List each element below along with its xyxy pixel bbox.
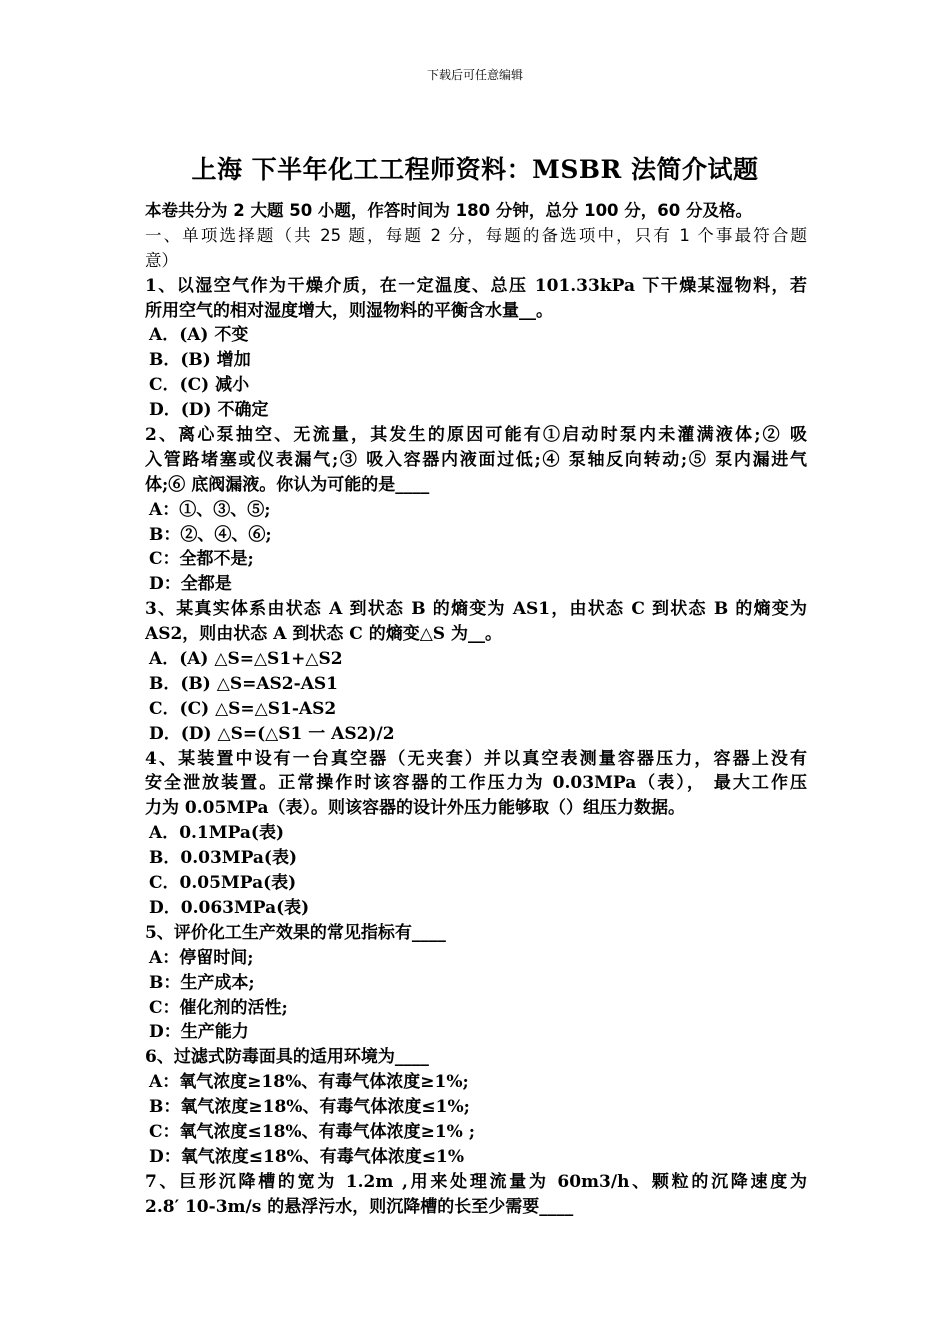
question-line: 1、以湿空气作为干燥介质，在一定温度、总压 101.33kPa 下干燥某湿物料，若 (145, 275, 807, 296)
answer-option: C：全都不是; (149, 549, 254, 570)
question-line: AS2，则由状态 A 到状态 C 的熵变△S 为__。 (145, 624, 502, 645)
document-title: 上海 下半年化工工程师资料：MSBR 法简介试题 (191, 155, 759, 184)
question-line: 7、巨形沉降槽的宽为 1.2m ,用来处理流量为 60m3/h、颗粒的沉降速度为 (145, 1171, 807, 1192)
answer-option: A：氧气浓度≥18%、有毒气体浓度≥1%; (149, 1072, 469, 1093)
header-note: 下载后可任意编辑 (426, 68, 523, 82)
question-line: 6、过滤式防毒面具的适用环境为____ (145, 1047, 429, 1068)
answer-option: A．0.1MPa(表) (149, 823, 285, 844)
question-line: 所用空气的相对湿度增大，则湿物料的平衡含水量__。 (145, 300, 553, 321)
question-line: 3、某真实体系由状态 A 到状态 B 的熵变为 AS1，由状态 C 到状态 B 的熵变为 (145, 599, 807, 620)
answer-option: C：催化剂的活性; (149, 997, 288, 1018)
exam-content (145, 199, 807, 1220)
answer-option: B：生产成本; (149, 972, 255, 993)
answer-option: B：氧气浓度≥18%、有毒气体浓度≤1%; (149, 1097, 470, 1118)
question-line: 入管路堵塞或仪表漏气;③ 吸入容器内液面过低;④ 泵轴反向转动;⑤ 泵内漏进气 (145, 449, 807, 470)
question-line: 2、离心泵抽空、无流量，其发生的原因可能有①启动时泵内未灌满液体;② 吸 (145, 425, 807, 446)
answer-option: A．(A) 不变 (149, 325, 249, 346)
section-heading: 一、单项选择题（共 25 题，每题 2 分，每题的备选项中，只有 1 个事最符合题 (145, 225, 807, 245)
answer-option: D．(D) △S=(△S1 一 AS2)/2 (149, 723, 395, 744)
answer-option: A：①、③、⑤; (149, 499, 271, 520)
answer-option: C．(C) 减小 (149, 375, 250, 396)
answer-option: C．0.05MPa(表) (149, 873, 297, 894)
question-line: 4、某装置中设有一台真空器（无夹套）并以真空表测量容器压力，容器上没有 (145, 748, 807, 769)
answer-option: B．(B) 增加 (149, 350, 251, 371)
answer-option: D．(D) 不确定 (149, 400, 269, 421)
question-line: 力为 0.05MPa（表）。则该容器的设计外压力能够取（）组压力数据。 (145, 798, 685, 819)
question-line: 体;⑥ 底阀漏液。你认为可能的是____ (145, 474, 430, 495)
answer-option: B．(B) △S=AS2-AS1 (149, 673, 338, 694)
answer-option: D：全都是 (149, 574, 232, 595)
answer-option: D．0.063MPa(表) (149, 897, 310, 918)
question-line: 安全泄放装置。正常操作时该容器的工作压力为 0.03MPa（表）， 最大工作压 (145, 773, 807, 794)
question-line: 5、评价化工生产效果的常见指标有____ (145, 922, 446, 943)
answer-option: A：停留时间; (149, 947, 254, 968)
answer-option: D：生产能力 (149, 1022, 249, 1043)
exam-intro: 本卷共分为 2 大题 50 小题，作答时间为 180 分钟，总分 100 分，60 分及格。 (145, 201, 752, 220)
section-heading: 意） (145, 250, 178, 270)
answer-option: C：氧气浓度≤18%、有毒气体浓度≥1% ; (149, 1121, 476, 1142)
answer-option: B：②、④、⑥; (149, 524, 272, 545)
answer-option: A．(A) △S=△S1+△S2 (149, 649, 343, 670)
question-line: 2.8′ 10-3m/s 的悬浮污水，则沉降槽的长至少需要____ (145, 1196, 574, 1217)
answer-option: D：氧气浓度≤18%、有毒气体浓度≤1% (149, 1146, 465, 1167)
answer-option: C．(C) △S=△S1-AS2 (149, 698, 337, 719)
answer-option: B．0.03MPa(表) (149, 848, 298, 869)
